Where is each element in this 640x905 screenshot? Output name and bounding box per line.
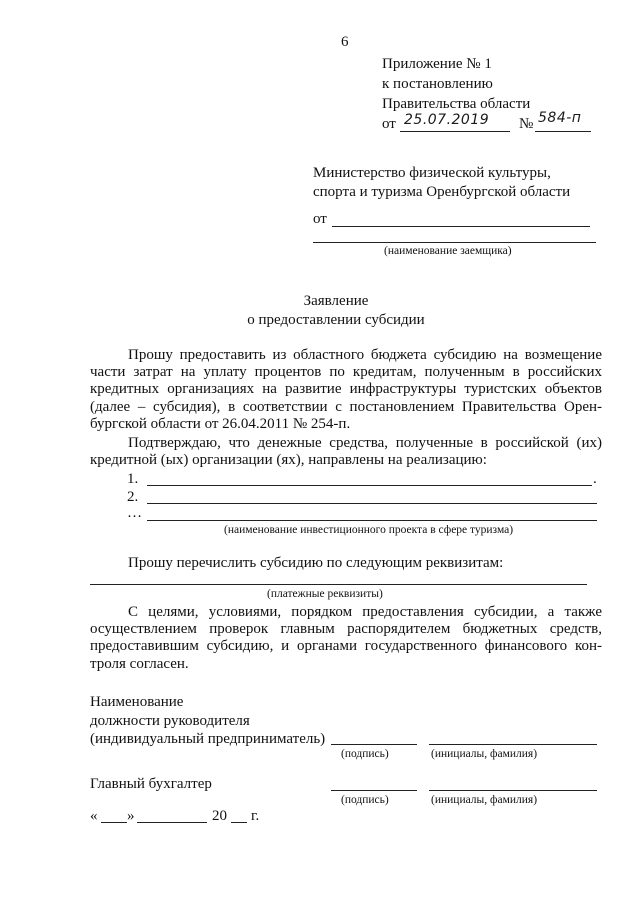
appendix-number-prefix: № xyxy=(519,116,534,132)
number-underline xyxy=(535,131,591,132)
date-year-prefix: 20 xyxy=(212,808,227,824)
list-item-1-end: . xyxy=(593,471,597,487)
transfer-request: Прошу перечислить субсидию по следующим реквизитам: xyxy=(128,555,504,571)
head-signature-caption: (подпись) xyxy=(341,748,389,760)
from-label: от xyxy=(313,211,327,227)
project-caption: (наименование инвестиционного проекта в сфере туризма) xyxy=(224,524,514,536)
paragraph-agreement xyxy=(90,604,602,673)
heading-subtitle: о предоставлении субсидии xyxy=(247,312,425,328)
date-close-quote: » xyxy=(127,808,135,824)
appendix-number-value: 584-п xyxy=(538,110,582,126)
appendix-line3: Правительства области xyxy=(382,96,531,112)
list-item-1-line xyxy=(147,485,592,486)
borrower-line xyxy=(313,242,596,243)
paragraph-line: части затрат на уплату процентов по кредитам, полученным в российских xyxy=(90,364,602,381)
borrower-caption: (наименование заемщика) xyxy=(384,245,512,257)
head-name-caption: (инициалы, фамилия) xyxy=(431,748,538,760)
head-name-line xyxy=(429,744,597,745)
date-open-quote: « xyxy=(90,808,98,824)
accountant-name-line xyxy=(429,790,597,791)
addressee-line2: спорта и туризма Оренбургской области xyxy=(313,184,571,200)
list-item-3-line xyxy=(147,520,597,521)
paragraph-line: кредитных организациях на развитие инфраструктуры туристских объектов xyxy=(90,381,602,398)
page-number: 6 xyxy=(341,34,349,50)
heading-title: Заявление xyxy=(303,293,369,309)
date-day-line xyxy=(101,822,127,823)
paragraph-line: Прошу предоставить из областного бюджета субсидию на возмещение xyxy=(128,347,602,363)
paragraph-line: С целями, условиями, порядком предоставления субсидии, а также xyxy=(128,604,602,620)
from-field-line xyxy=(332,226,590,227)
accountant-name-caption: (инициалы, фамилия) xyxy=(431,794,538,806)
appendix-line2: к постановлению xyxy=(382,76,493,92)
paragraph-line: кредитной (ых) организации (ях), направлены на реализацию: xyxy=(90,452,487,469)
addressee-line1: Министерство физической культуры, xyxy=(313,165,551,181)
payment-details-line xyxy=(90,584,587,585)
paragraph-line: предоставившим субсидию, и органами государственного финансового кон- xyxy=(90,638,602,655)
appendix-date-prefix: от xyxy=(382,116,396,132)
head-position-line3: (индивидуальный предприниматель) xyxy=(90,731,326,747)
paragraph-line: Подтверждаю, что денежные средства, полученные в российской (их) xyxy=(128,435,602,451)
head-position-line1: Наименование xyxy=(90,694,184,710)
head-position-line2: должности руководителя xyxy=(90,713,250,729)
date-underline xyxy=(400,131,510,132)
appendix-date-value: 25.07.2019 xyxy=(404,112,490,128)
paragraph-line: (далее – субсидия), в соответствии с постановлением Правительства Орен- xyxy=(90,398,602,415)
paragraph-subsidy-request xyxy=(90,347,602,433)
accountant-signature-caption: (подпись) xyxy=(341,794,389,806)
accountant-label: Главный бухгалтер xyxy=(90,776,212,792)
accountant-signature-line xyxy=(331,790,417,791)
list-item-3-ellipsis: … xyxy=(127,505,142,521)
paragraph-line: осуществлением проверок главным распорядителем бюджетных средств, xyxy=(90,621,602,638)
paragraph-confirmation xyxy=(90,435,602,469)
date-month-line xyxy=(137,822,207,823)
paragraph-line: троля согласен. xyxy=(90,655,189,672)
list-item-2-number: 2. xyxy=(127,489,139,505)
date-year-line xyxy=(231,822,247,823)
list-item-2-line xyxy=(147,503,597,504)
list-item-1-number: 1. xyxy=(127,471,139,487)
paragraph-line: бургской области от 26.04.2011 № 254-п. xyxy=(90,415,351,432)
date-year-suffix: г. xyxy=(251,808,260,824)
head-signature-line xyxy=(331,744,417,745)
payment-caption: (платежные реквизиты) xyxy=(267,588,383,600)
appendix-title: Приложение № 1 xyxy=(382,56,492,72)
